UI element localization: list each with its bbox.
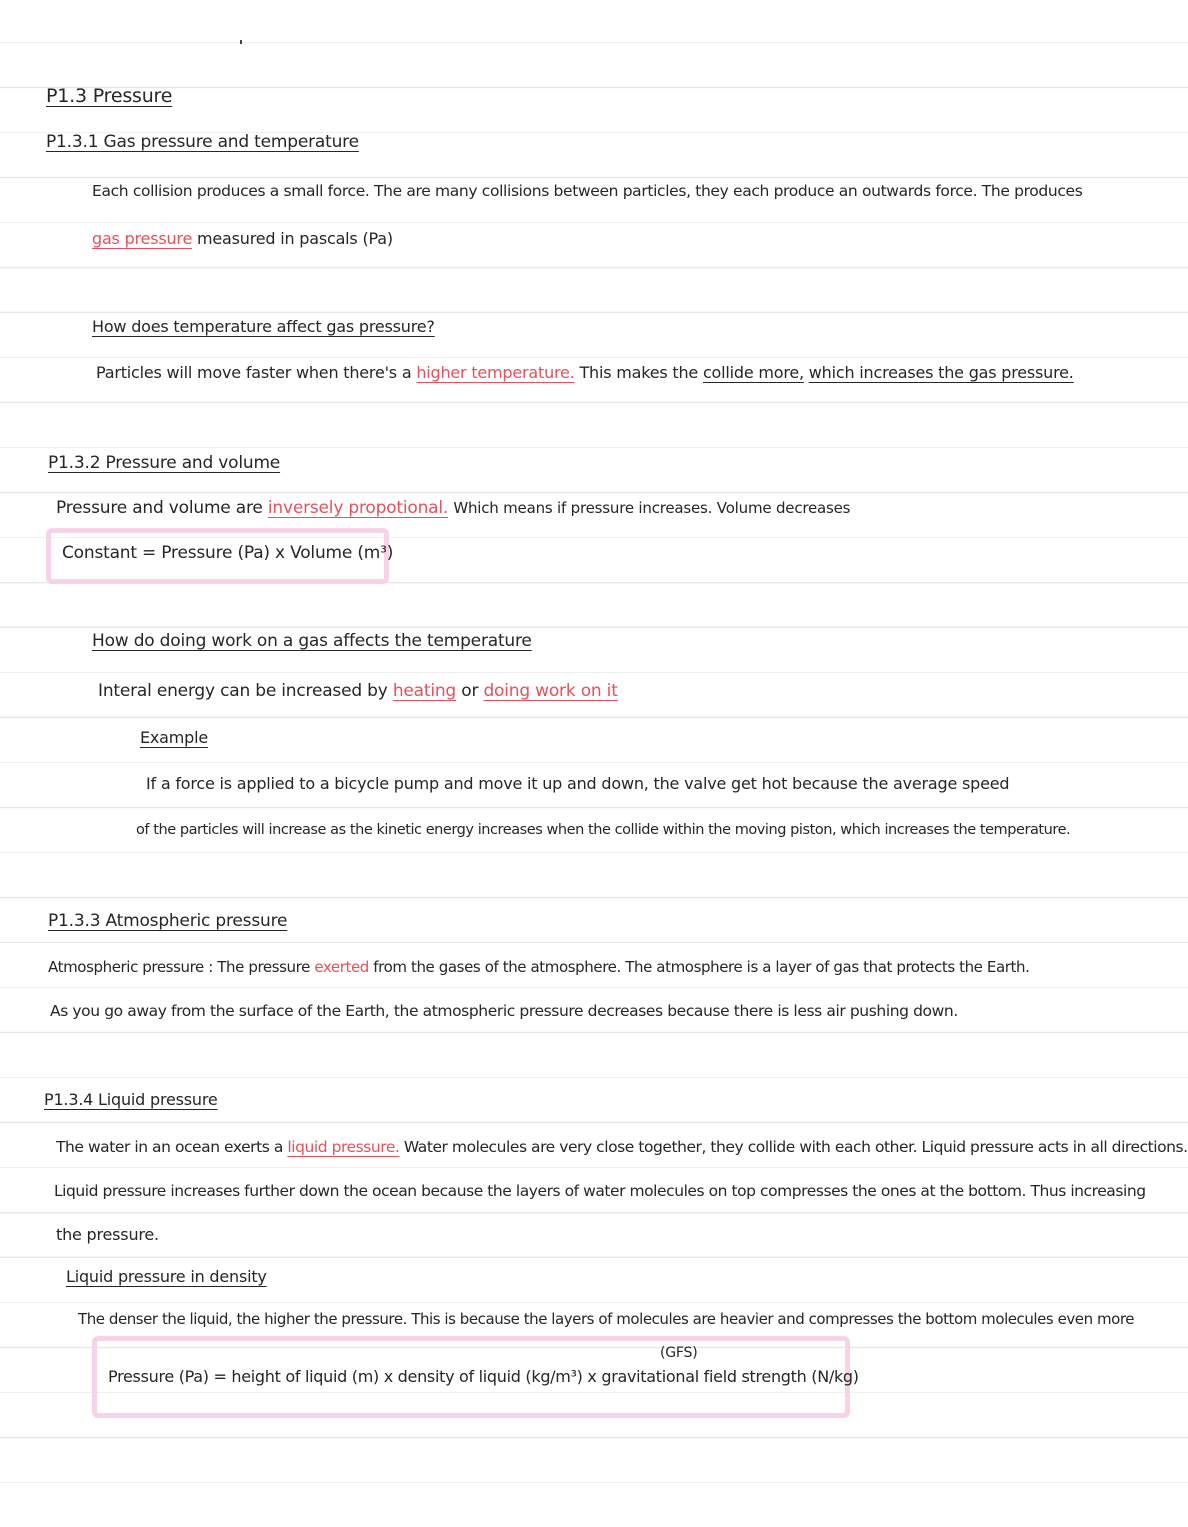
liquid-density-text: The denser the liquid, the higher the pressure. This is because the layers of molecules are heavier and compresses the bottom molecules even more (78, 1310, 1135, 1328)
temperature-answer-part-1: Particles will move faster when there's a (96, 363, 412, 382)
liquid-text-line-2: Liquid pressure increases further down the ocean because the layers of water molecules on top compresses the ones at the bottom. Thus increasing (54, 1182, 1146, 1200)
work-on-gas-question: How do doing work on a gas affects the temperature (92, 631, 532, 651)
exerted-term: exerted (314, 958, 369, 976)
liquid-text-line-1 (56, 1136, 1188, 1158)
pressure-volume-text (56, 497, 850, 519)
liquid-text-part-2: Water molecules are very close together, they collide with each other. Liquid pressure acts in all directions. (403, 1138, 1188, 1156)
gas-pressure-term: gas pressure (92, 229, 193, 248)
pressure-volume-text-part-1: Pressure and volume are (56, 498, 263, 518)
stray-pen-mark (240, 40, 242, 44)
or-text: or (461, 681, 479, 701)
pressure-volume-text-part-2: Which means if pressure increases. Volume decreases (453, 499, 851, 517)
temperature-question: How does temperature affect gas pressure? (92, 317, 435, 336)
example-label: Example (140, 728, 209, 747)
atmospheric-text-line-1 (48, 956, 1029, 978)
heating-term: heating (392, 681, 457, 701)
liquid-text-part-1: The water in an ocean exerts a (56, 1138, 283, 1156)
section-heading-atmospheric: P1.3.3 Atmospheric pressure (48, 911, 288, 931)
internal-energy-text (98, 680, 618, 702)
temperature-answer (96, 362, 1074, 384)
example-text-line-2: of the particles will increase as the kinetic energy increases when the collide within the moving piston, which increases the temperature. (136, 822, 1071, 838)
section-heading-gas-pressure: P1.3.1 Gas pressure and temperature (46, 132, 359, 152)
section-heading-liquid: P1.3.4 Liquid pressure (44, 1090, 218, 1109)
example-text-line-1: If a force is applied to a bicycle pump and move it up and down, the valve get hot because the average speed (146, 774, 1010, 793)
doing-work-term: doing work on it (483, 681, 618, 701)
section-heading-pressure-volume: P1.3.2 Pressure and volume (48, 453, 281, 473)
gas-pressure-units-text: measured in pascals (Pa) (196, 229, 393, 248)
inversely-proportional-term: inversely propotional. (267, 498, 449, 518)
temperature-answer-highlight: higher temperature. (416, 363, 575, 382)
atmospheric-text-part-2: from the gases of the atmosphere. The atmosphere is a layer of gas that protects the Earth. (373, 958, 1030, 976)
internal-energy-text-part-1: Interal energy can be increased by (98, 681, 388, 701)
temperature-answer-underlined: collide more, (702, 363, 804, 382)
liquid-density-heading: Liquid pressure in density (66, 1267, 267, 1286)
gfs-note: (GFS) (660, 1345, 698, 1361)
temperature-answer-part-2: This makes the (579, 363, 699, 382)
page-title: P1.3 Pressure (46, 85, 173, 107)
atmospheric-text-line-2: As you go away from the surface of the Earth, the atmospheric pressure decreases because there is less air pushing down. (50, 1002, 958, 1020)
liquid-pressure-term: liquid pressure. (287, 1138, 400, 1156)
liquid-text-line-3: the pressure. (56, 1225, 159, 1244)
liquid-pressure-formula: Pressure (Pa) = height of liquid (m) x density of liquid (kg/m³) x gravitational field strength (N/kg) (108, 1367, 859, 1386)
constant-formula: Constant = Pressure (Pa) x Volume (m³) (62, 543, 394, 563)
temperature-answer-part-3: which increases the gas pressure. (808, 363, 1074, 382)
gas-pressure-text-line-1: Each collision produces a small force. The are many collisions between particles, they each produce an outwards force. The produces (92, 182, 1083, 200)
gas-pressure-text-line-2 (92, 228, 393, 250)
atmospheric-text-part-1: Atmospheric pressure : The pressure (48, 958, 310, 976)
